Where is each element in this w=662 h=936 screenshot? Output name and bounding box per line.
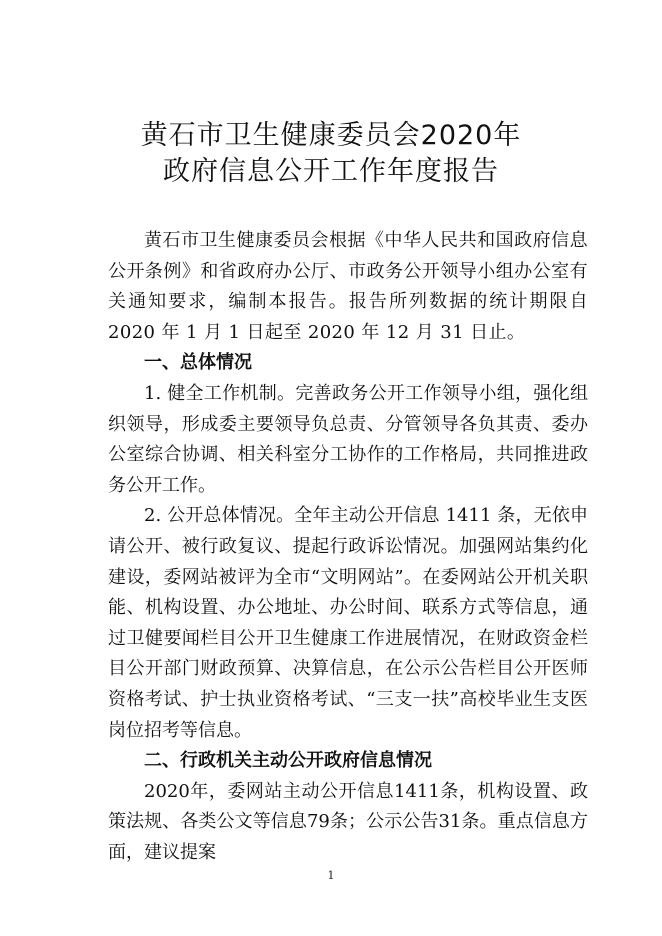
page-number: 1: [327, 869, 335, 882]
report-body: [108, 226, 588, 868]
section-1-item-1: 1. 健全工作机制。完善政务公开工作领导小组，强化组织领导，形成委主要领导负总责、分管领导各负其责、委办公室综合协调、相关科室分工协作的工作格局，共同推进政务公开工作。: [108, 382, 588, 496]
section-heading-proactive-disclosure: 二、行政机关主动公开政府信息情况: [144, 750, 432, 772]
section-heading-overall: 一、总体情况: [144, 352, 252, 374]
section-1-item-2: 2. 公开总体情况。全年主动公开信息 1411 条，无依申请公开、被行政复议、提起行政诉讼情况。加强网站集约化建设，委网站被评为全市“文明网站”。在委网站公开机关职能、机构设置、办公地址、办公时间、联系方式等信息，通过卫健要闻栏目公开卫生健康工作进展情况，在财政资金栏目公开部门财政预算、决算信息，在公示公告栏目公开医师资格考试、护士执业资格考试、“三支一扶”高校毕业生支医岗位招考等信息。: [108, 505, 588, 741]
report-title-line-1: 黄石市卫生健康委员会2020年: [140, 120, 522, 151]
section-2-paragraph: 2020年，委网站主动公开信息1411条，机构设置、政策法规、各类公文等信息79条；公示公告31条。重点信息方面，建议提案: [108, 780, 588, 863]
report-title-line-2: 政府信息公开工作年度报告: [163, 156, 499, 187]
report-title: [0, 118, 662, 190]
intro-paragraph: 黄石市卫生健康委员会根据《中华人民共和国政府信息公开条例》和省政府办公厅、市政务公开领导小组办公室有关通知要求，编制本报告。报告所列数据的统计期限自 2020 年 1 月 1 日起至 2020 年 12 月 31 日止。: [108, 230, 588, 343]
